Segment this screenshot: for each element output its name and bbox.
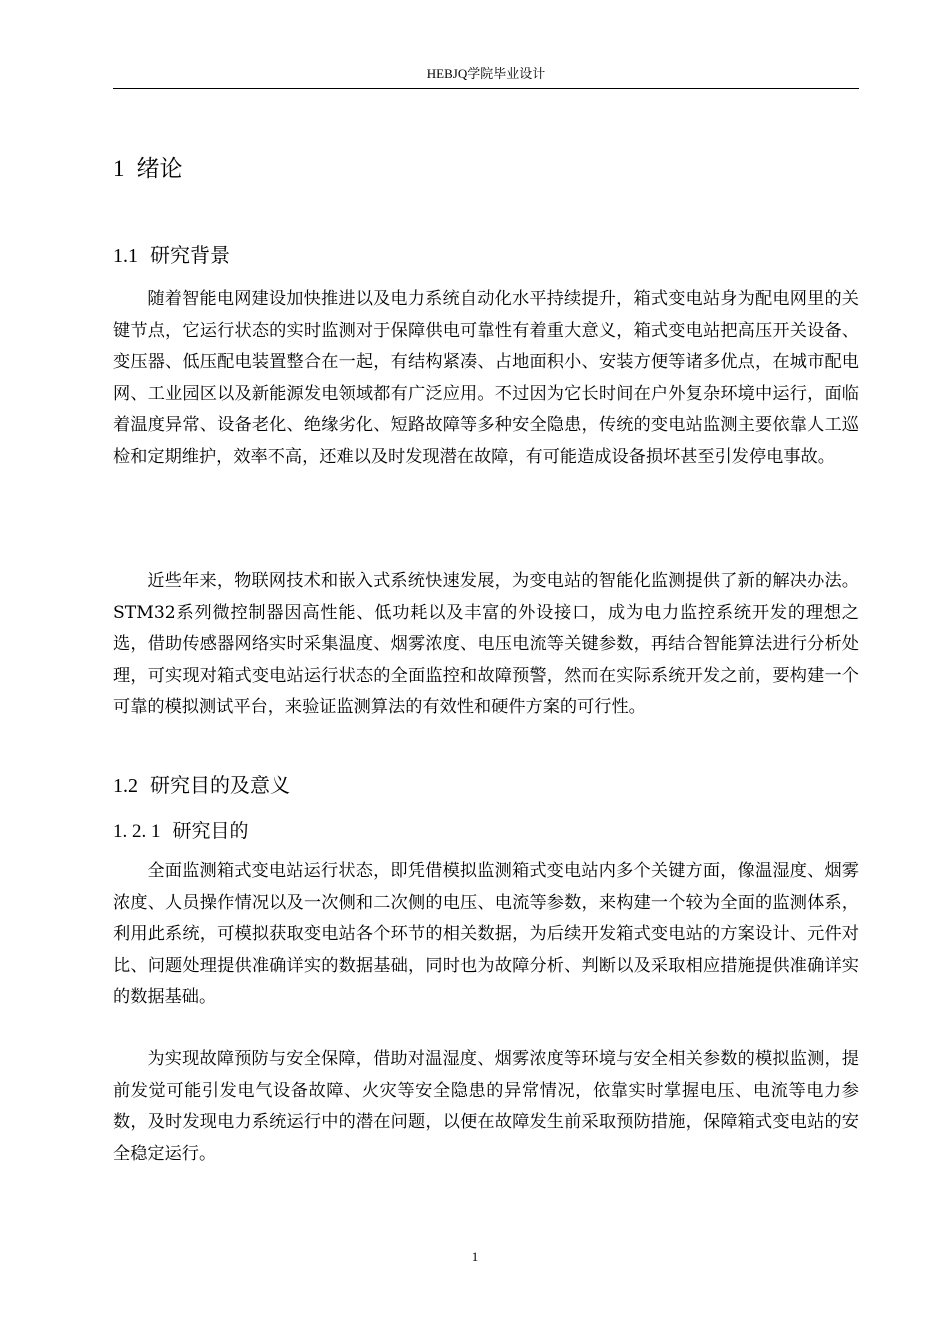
chapter-title-text: 绪论 xyxy=(136,156,183,182)
section-heading-1-1 xyxy=(113,240,230,271)
paragraph: 全面监测箱式变电站运行状态，即凭借模拟监测箱式变电站内多个关键方面，像温湿度、烟雾浓度、人员操作情况以及一次侧和二次侧的电压、电流等参数，来构建一个较为全面的监测体系，利用此系统，可模拟获取变电站各个环节的相关数据，为后续开发箱式变电站的方案设计、元件对比、问题处理提供准确详实的数据基础，同时也为故障分析、判断以及采取相应措施提供准确详实的数据基础。 xyxy=(113,861,859,1007)
section-title-text: 研究背景 xyxy=(150,243,230,267)
subsection-number: 1. 2. 1 xyxy=(113,821,161,842)
section-number: 1.1 xyxy=(113,245,138,267)
section-title-text: 研究目的及意义 xyxy=(150,773,290,797)
chapter-title xyxy=(113,152,183,186)
section-number: 1.2 xyxy=(113,775,138,797)
page-header xyxy=(113,64,859,89)
subsection-title-text: 研究目的 xyxy=(172,820,249,842)
section-heading-1-2 xyxy=(113,770,290,801)
subsection-heading-1-2-1 xyxy=(113,816,249,847)
paragraph: 为实现故障预防与安全保障，借助对温湿度、烟雾浓度等环境与安全相关参数的模拟监测，提前发觉可能引发电气设备故障、火灾等安全隐患的异常情况，依靠实时掌握电压、电流等电力参数，及时发现电力系统运行中的潜在问题，以便在故障发生前采取预防措施，保障箱式变电站的安全稳定运行。 xyxy=(113,1049,859,1164)
paragraph: 随着智能电网建设加快推进以及电力系统自动化水平持续提升，箱式变电站身为配电网里的关键节点，它运行状态的实时监测对于保障供电可靠性有着重大意义，箱式变电站把高压开关设备、变压器、低压配电装置整合在一起，有结构紧凑、占地面积小、安装方便等诸多优点，在城市配电网、工业园区以及新能源发电领域都有广泛应用。不过因为它长时间在户外复杂环境中运行，面临着温度异常、设备老化、绝缘劣化、短路故障等多种安全隐患，传统的变电站监测主要依靠人工巡检和定期维护，效率不高，还难以及时发现潜在故障，有可能造成设备损坏甚至引发停电事故。 xyxy=(113,289,859,467)
page-number: 1 xyxy=(471,1249,479,1264)
chapter-number: 1 xyxy=(113,156,125,181)
page-header-text: HEBJQ学院毕业设计 xyxy=(426,66,546,81)
paragraph: 近些年来，物联网技术和嵌入式系统快速发展，为变电站的智能化监测提供了新的解决办法。STM32系列微控制器因高性能、低功耗以及丰富的外设接口，成为电力监控系统开发的理想之选，借助传感器网络实时采集温度、烟雾浓度、电压电流等关键参数，再结合智能算法进行分析处理，可实现对箱式变电站运行状态的全面监控和故障预警，然而在实际系统开发之前，要构建一个可靠的模拟测试平台，来验证监测算法的有效性和硬件方案的可行性。 xyxy=(113,571,859,717)
